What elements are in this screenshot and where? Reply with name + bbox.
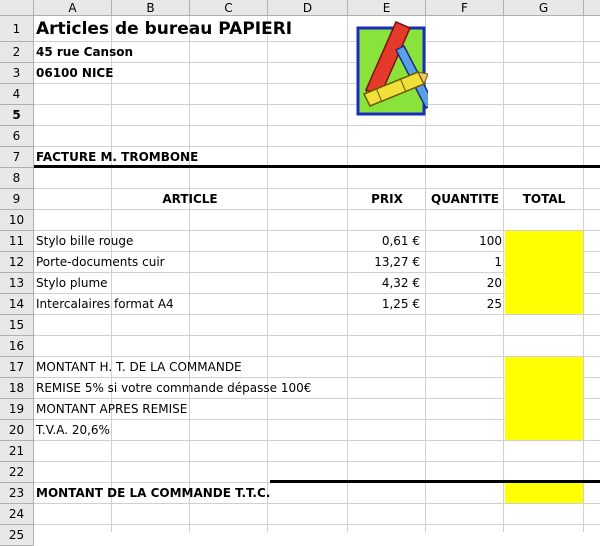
crayons-logo-icon[interactable] xyxy=(356,18,428,118)
item-article[interactable]: Intercalaires format A4 xyxy=(36,297,174,311)
row-header-8[interactable]: 8 xyxy=(0,168,34,189)
row-header-18[interactable]: 18 xyxy=(0,378,34,399)
company-city[interactable]: 06100 NICE xyxy=(36,66,114,80)
row-header-22[interactable]: 22 xyxy=(0,462,34,483)
grid-line xyxy=(34,461,600,462)
row-header-1[interactable]: 1 xyxy=(0,16,34,42)
total-cells-summary[interactable] xyxy=(505,357,583,440)
summary-montant-ht[interactable]: MONTANT H. T. DE LA COMMANDE xyxy=(36,360,242,374)
summary-apres-remise[interactable]: MONTANT APRES REMISE xyxy=(36,402,188,416)
row-header-13[interactable]: 13 xyxy=(0,273,34,294)
summary-ttc[interactable]: MONTANT DE LA COMMANDE T.T.C. xyxy=(36,486,271,500)
column-header-a[interactable]: A xyxy=(34,0,112,16)
row-header-5[interactable]: 5 xyxy=(0,105,34,126)
item-quantite[interactable]: 1 xyxy=(494,255,502,269)
row-header-4[interactable]: 4 xyxy=(0,84,34,105)
item-prix[interactable]: 4,32 € xyxy=(381,276,420,290)
row-header-19[interactable]: 19 xyxy=(0,399,34,420)
summary-tva[interactable]: T.V.A. 20,6% xyxy=(36,423,110,437)
grid-line xyxy=(34,335,600,336)
column-header-c[interactable]: C xyxy=(190,0,268,16)
row-header-16[interactable]: 16 xyxy=(0,336,34,357)
row-header-24[interactable]: 24 xyxy=(0,504,34,525)
row-header-20[interactable]: 20 xyxy=(0,420,34,441)
grid-line xyxy=(267,16,268,532)
row-header-17[interactable]: 17 xyxy=(0,357,34,378)
column-title-total[interactable]: TOTAL xyxy=(522,192,566,206)
row-header-14[interactable]: 14 xyxy=(0,294,34,315)
ttc-separator-line xyxy=(270,480,600,483)
item-article[interactable]: Stylo plume xyxy=(36,276,108,290)
grid-line xyxy=(34,104,600,105)
invoice-title[interactable]: FACTURE M. TROMBONE xyxy=(36,150,199,164)
column-header-d[interactable]: D xyxy=(268,0,348,16)
column-header-h[interactable] xyxy=(584,0,600,16)
grid-line xyxy=(34,125,600,126)
row-header-3[interactable]: 3 xyxy=(0,63,34,84)
grid-line xyxy=(34,83,600,84)
item-article[interactable]: Porte-documents cuir xyxy=(36,255,165,269)
column-header-g[interactable]: G xyxy=(504,0,584,16)
company-street[interactable]: 45 rue Canson xyxy=(36,45,134,59)
grid-line xyxy=(583,16,584,532)
grid-line xyxy=(34,440,600,441)
total-cell-ttc[interactable] xyxy=(505,483,583,503)
row-header-7[interactable]: 7 xyxy=(0,147,34,168)
column-title-quantite[interactable]: QUANTITE xyxy=(431,192,499,206)
item-prix[interactable]: 13,27 € xyxy=(374,255,420,269)
column-title-article[interactable]: ARTICLE xyxy=(162,192,218,206)
row-header-9[interactable]: 9 xyxy=(0,189,34,210)
row-header-25[interactable]: 25 xyxy=(0,525,34,546)
item-article[interactable]: Stylo bille rouge xyxy=(36,234,134,248)
column-header-e[interactable]: E xyxy=(348,0,426,16)
item-quantite[interactable]: 100 xyxy=(479,234,502,248)
item-prix[interactable]: 1,25 € xyxy=(381,297,420,311)
row-header-11[interactable]: 11 xyxy=(0,231,34,252)
column-header-b[interactable]: B xyxy=(112,0,190,16)
select-all-corner[interactable] xyxy=(0,0,34,16)
grid-line xyxy=(34,524,600,525)
summary-remise[interactable]: REMISE 5% si votre commande dépasse 100€ xyxy=(36,381,312,395)
row-header-15[interactable]: 15 xyxy=(0,315,34,336)
total-cells-items[interactable] xyxy=(505,231,583,314)
column-header-f[interactable]: F xyxy=(426,0,504,16)
row-header-2[interactable]: 2 xyxy=(0,42,34,63)
row-header-21[interactable]: 21 xyxy=(0,441,34,462)
item-prix[interactable]: 0,61 € xyxy=(381,234,420,248)
row-header-10[interactable]: 10 xyxy=(0,210,34,231)
grid-line xyxy=(189,16,190,532)
item-quantite[interactable]: 20 xyxy=(486,276,502,290)
grid-line xyxy=(111,16,112,532)
company-name[interactable]: Articles de bureau PAPIERI xyxy=(36,19,293,39)
column-title-prix[interactable]: PRIX xyxy=(371,192,403,206)
row-header-6[interactable]: 6 xyxy=(0,126,34,147)
grid-line xyxy=(503,16,504,532)
row-header-23[interactable]: 23 xyxy=(0,483,34,504)
row-header-12[interactable]: 12 xyxy=(0,252,34,273)
item-quantite[interactable]: 25 xyxy=(486,297,502,311)
